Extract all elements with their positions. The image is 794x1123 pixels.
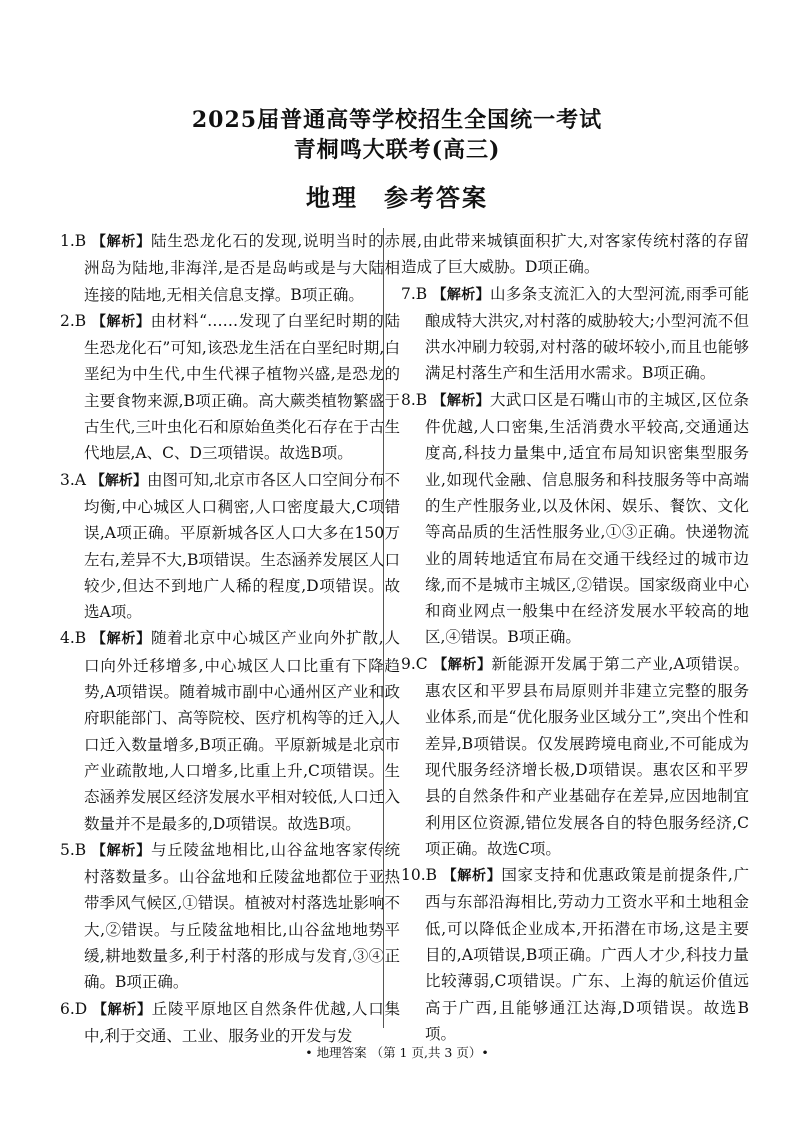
answer-text: 与丘陵盆地相比,山谷盆地客家传统村落数量多。山谷盆地和丘陵盆地都位于亚热带季风气候区,①错误。植被对村落选址影响不大,②错误。与丘陵盆地相比,山谷盆地地势平缓,耕地数量多,利于村落的形成与发育,③④正确。B项正确。	[84, 840, 400, 992]
answer-text: 随着北京中心城区产业向外扩散,人口向外迁移增多,中心城区人口比重有下降趋势,A项错误。随着城市副中心通州区产业和政府职能部门、高等院校、医疗机构等的迁入,人口迁入数量增多,B项正确。平原新城是北京市产业疏散地,人口增多,比重上升,C项错误。生态涵养发展区经济发展水平相对较低,人口迁入数量并不是最多的,D项错误。故选B项。	[84, 629, 400, 833]
column-divider	[383, 228, 384, 1028]
answer-text: 大武口区是石嘴山市的主城区,区位条件优越,人口密集,生活消费水平较高,交通通达度高,科技力量集中,适宜布局知识密集型服务业,如现代金融、信息服务和科技服务等中高端的生产性服务业,以及休闲、娱乐、餐饮、文化等高品质的生活性服务业,①③正确。快递物流业的周转地适宜布局在交通干线经过的城市边缘,而不是城市主城区,②错误。国家级商业中心和商业网点一般集中在经济发展水平较高的地区,④错误。B项正确。	[425, 390, 749, 647]
answer-item-3	[60, 467, 400, 626]
answer-text: 新能源开发属于第二产业,A项错误。惠农区和平罗县布局原则并非建立完整的服务业体系,而是“优化服务业区域分工”,突出个性和差异,B项错误。仅发展跨境电商业,不可能成为现代服务经济增长极,D项错误。惠农区和平罗县的自然条件和产业基础存在差异,应因地制宜利用区位资源,错位发展各自的特色服务经济,C项正确。故选C项。	[425, 654, 750, 858]
left-column	[60, 228, 400, 1049]
analysis-tag: 【解析】	[432, 286, 491, 303]
answer-text: 由材料“……发现了白垩纪时期的陆生恐龙化石”可知,该恐龙生活在白垩纪时期,白垩纪为中生代,中生代裸子植物兴盛,是恐龙的主要食物来源,B项正确。高大蕨类植物繁盛于古生代,三叶虫化石和原始鱼类化石存在于古生代地层,A、C、D三项错误。故选B项。	[84, 311, 400, 463]
answer-item-5	[60, 837, 400, 996]
answer-number: 5.B	[60, 840, 87, 859]
exam-subtitle: 青桐鸣大联考(高三)	[293, 137, 501, 163]
answer-item-6	[60, 996, 400, 1050]
answer-text: 陆生恐龙化石的发现,说明当时的赤洲岛为陆地,非海洋,是否是岛屿或是与大陆相连接的陆地,无相关信息支撑。B项正确。	[84, 232, 400, 304]
answer-item-2	[60, 308, 400, 467]
exam-title: 2025届普通高等学校招生全国统一考试	[191, 107, 603, 133]
answer-number: 10.B	[401, 866, 438, 885]
answer-number: 6.D	[60, 999, 88, 1018]
answer-number: 8.B	[401, 390, 428, 409]
answer-item-8	[401, 387, 749, 651]
analysis-tag: 【解析】	[432, 392, 491, 409]
answer-text: 山多条支流汇入的大型河流,雨季可能酿成特大洪灾,对村落的威胁较大;小型河流不但洪水冲刷力较弱,对村落的破坏较小,而且也能够满足村落生产和生活用水需求。B项正确。	[425, 284, 749, 383]
answer-item-9	[401, 651, 749, 862]
answer-number: 4.B	[60, 629, 87, 648]
analysis-tag: 【解析】	[433, 656, 492, 673]
answer-text: 丘陵平原地区自然条件优越,人口集中,利于交通、工业、服务业的开发与发	[84, 999, 400, 1045]
analysis-tag: 【解析】	[91, 631, 151, 648]
answer-key-heading: 地理 参考答案	[306, 183, 488, 212]
answer-item-10	[401, 862, 749, 1047]
answer-item-1	[60, 228, 400, 308]
answer-number: 2.B	[60, 311, 87, 330]
analysis-tag: 【解析】	[91, 234, 151, 250]
analysis-tag: 【解析】	[91, 313, 151, 330]
answer-text: 国家支持和优惠政策是前提条件,广西与东部沿海相比,劳动力工资水平和土地租金低,可以降低企业成本,开拓潜在市场,这是主要目的,A项错误,B项正确。广西人才少,科技力量比较薄弱,C项错误。广东、上海的航运价值远高于广西,且能够通江达海,D项错误。故选B项。	[425, 866, 749, 1043]
answer-number: 3.A	[60, 470, 86, 489]
analysis-tag: 【解析】	[92, 1001, 152, 1018]
answer-item-4	[60, 625, 400, 836]
answer-number: 9.C	[401, 654, 428, 673]
analysis-tag: 【解析】	[90, 472, 147, 489]
answer-item-7	[401, 281, 749, 387]
analysis-tag: 【解析】	[442, 868, 502, 885]
analysis-tag: 【解析】	[91, 842, 151, 859]
answer-number: 1.B	[60, 232, 87, 250]
answer-6-continuation: 展,由此带来城镇面积扩大,对客家传统村落的存留造成了巨大威胁。D项正确。	[401, 232, 749, 277]
answer-text: 由图可知,北京市各区人口空间分布不均衡,中心城区人口稠密,人口密度最大,C项错误,A项正确。平原新城各区人口大多在150万左右,差异不大,B项错误。生态涵养发展区人口较少,但达不到地广人稀的程度,D项错误。故选A项。	[84, 470, 400, 622]
answer-number: 7.B	[401, 284, 428, 303]
right-column	[401, 228, 749, 1047]
page-footer: • 地理答案 （第 1 页,共 3 页）•	[305, 1045, 489, 1060]
